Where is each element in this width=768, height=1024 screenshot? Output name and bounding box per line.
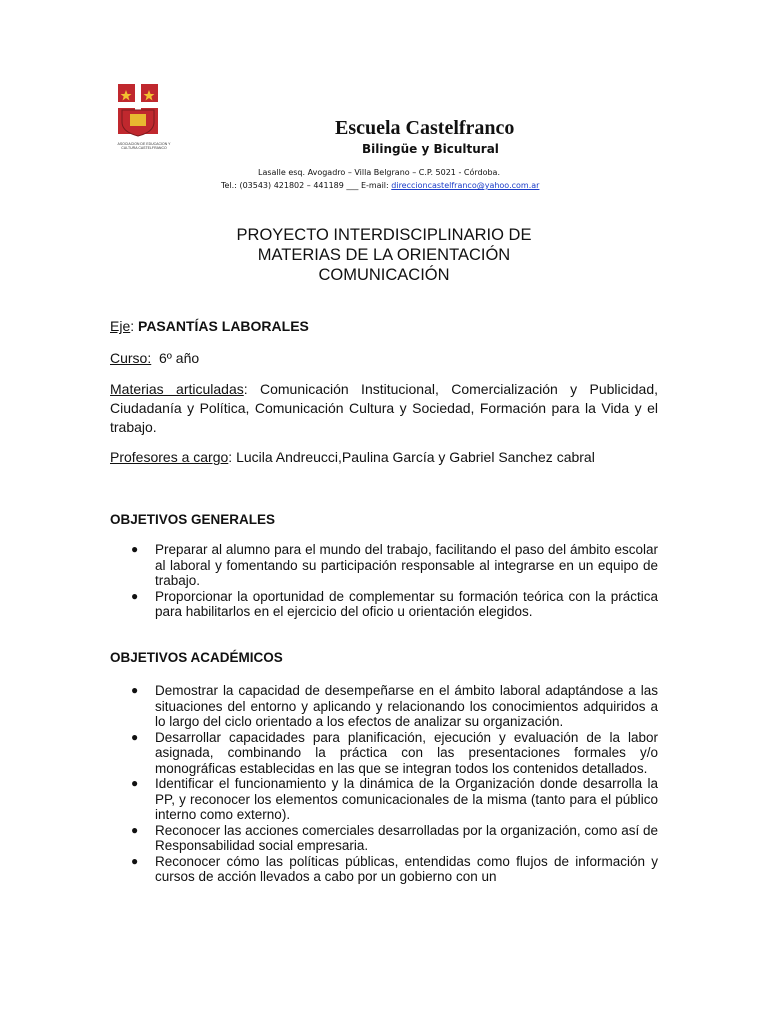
contact-line [221, 181, 539, 190]
address-line: Lasalle esq. Avogadro – Villa Belgrano – C.P. 5021 - Córdoba. [258, 168, 500, 177]
profesores-value: : Lucila Andreucci,Paulina García y Gabriel Sanchez cabral [228, 449, 595, 465]
materias-paragraph [110, 380, 658, 437]
objetivos-academicos-heading: OBJETIVOS ACADÉMICOS [110, 650, 283, 665]
list-item [110, 542, 658, 589]
list-item [110, 589, 658, 620]
list-item [110, 823, 658, 854]
materias-value: : Comunicación Institucional, Comercialización y Publicidad, Ciudadanía y Política, Comunicación Cultura y Sociedad, Formación para la Vida y el trabajo. [110, 381, 659, 435]
list-item-text: Desarrollar capacidades para planificación, ejecución y evaluación de la labor asignada, combinando la práctica con las presentaciones formales y/o monográficas establecidas en las que se integran todos los contenidos detallados. [155, 729, 658, 776]
list-item-text: Preparar al alumno para el mundo del trabajo, facilitando el paso del ámbito escolar al laboral y fomentando su participación responsable al integrarse en un equipo de trabajo. [155, 542, 658, 588]
bullet-icon: ● [131, 729, 139, 744]
curso-label: Curso: [110, 350, 152, 366]
list-item-text: Identificar el funcionamiento y la dinámica de la Organización donde desarrolla la PP, y reconocer los elementos comunicacionales de la misma (tanto para el público interno como externo). [155, 776, 658, 822]
school-name: Escuela Castelfranco [335, 117, 515, 139]
list-item-text: Demostrar la capacidad de desempeñarse en el ámbito laboral adaptándose a las situaciones del entorno y aplicando y relacionando los conocimientos adquiridos a lo largo del ciclo orientado a los efectos de analizar su organización. [155, 683, 658, 729]
logo-caption: ASOCIACION DE EDUCACION Y CULTURA CASTELFRANCO [117, 142, 171, 150]
list-item-text: Reconocer las acciones comerciales desarrolladas por la organización, como así de Responsabilidad social empresaria. [155, 822, 658, 853]
list-item-text: Reconocer cómo las políticas públicas, entendidas como flujos de información y cursos de acción llevados a cabo por un gobierno con un [155, 853, 658, 884]
title-line-3: COMUNICACIÓN [318, 266, 450, 284]
profesores-label: Profesores a cargo [110, 449, 229, 465]
document-title [0, 225, 768, 285]
school-subtitle: Bilingüe y Bicultural [362, 142, 499, 156]
bullet-icon: ● [131, 588, 139, 603]
list-item [110, 776, 658, 823]
email-link[interactable]: direccioncastelfranco@yahoo.com.ar [391, 181, 540, 190]
curso-value: 6º año [159, 350, 200, 366]
profesores-line [110, 448, 595, 467]
list-item [110, 683, 658, 730]
list-item-text: Proporcionar la oportunidad de complementar su formación teórica con la práctica para habilitarlos en el ejercicio del oficio u orientación elegidos. [155, 588, 658, 619]
objetivos-generales-heading: OBJETIVOS GENERALES [110, 512, 276, 527]
bullet-icon: ● [131, 776, 139, 790]
eje-value: PASANTÍAS LABORALES [138, 318, 309, 334]
materias-label: Materias articuladas [110, 381, 244, 397]
eje-label: Eje [110, 318, 131, 334]
bullet-icon: ● [131, 683, 139, 697]
bullet-icon: ● [131, 542, 139, 556]
eje-colon: : [130, 318, 139, 334]
objetivos-academicos-list [110, 683, 658, 885]
phone-text: Tel.: (03543) 421802 – 441189 ___ E-mail: [221, 181, 392, 190]
title-line-2: MATERIAS DE LA ORIENTACIÓN [257, 246, 511, 264]
curso-line [110, 349, 199, 368]
eje-line [110, 317, 309, 336]
list-item [110, 854, 658, 885]
title-line-1: PROYECTO INTERDISCIPLINARIO DE [236, 226, 532, 244]
objetivos-generales-list [110, 542, 658, 620]
list-item [110, 730, 658, 777]
bullet-icon: ● [131, 822, 139, 837]
bullet-icon: ● [131, 853, 139, 868]
